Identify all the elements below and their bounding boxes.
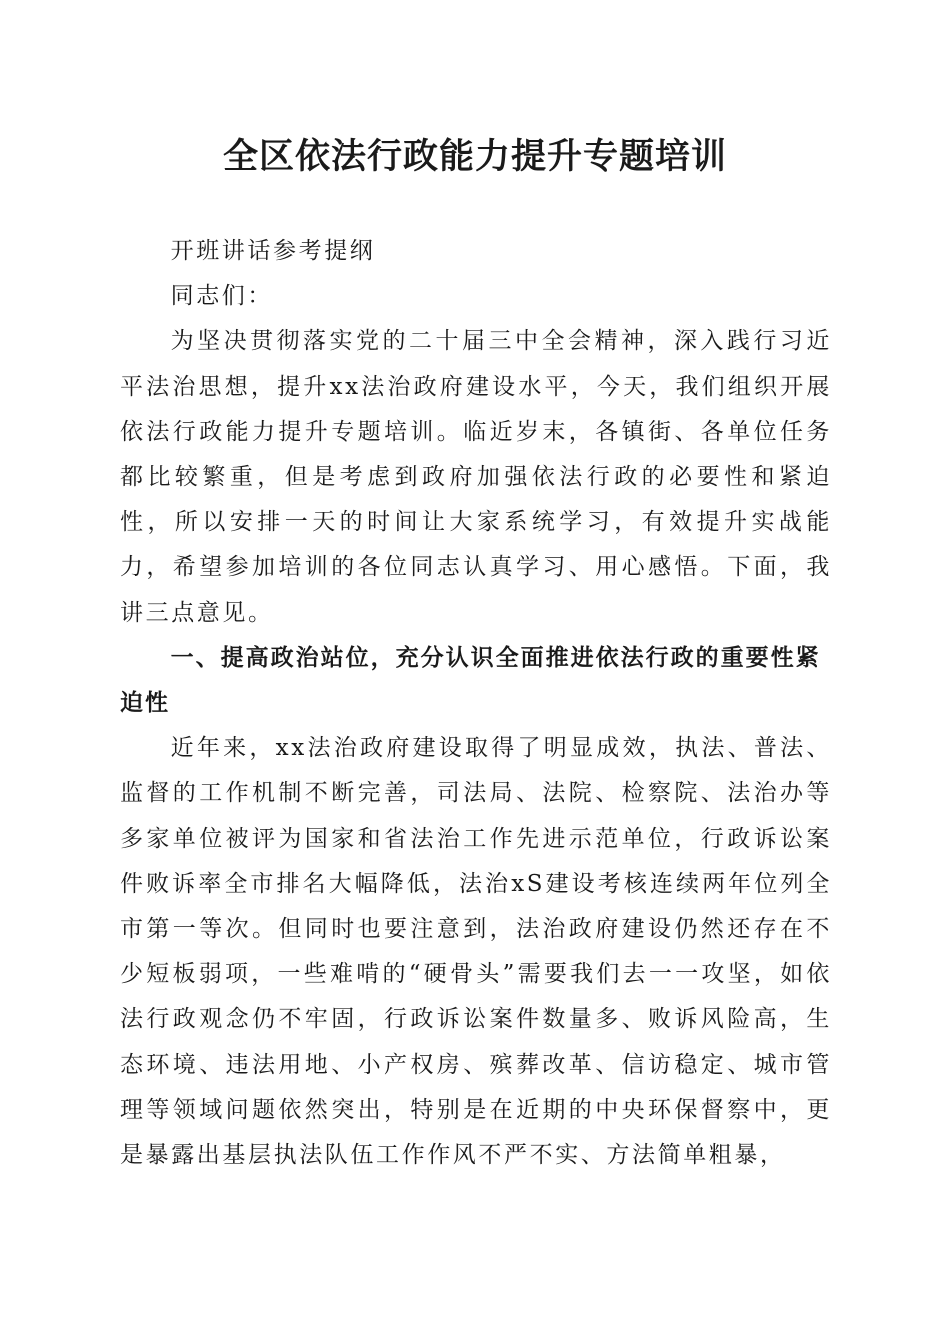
document-body <box>120 229 832 1178</box>
document-subtitle: 开班讲话参考提纲 <box>170 238 376 264</box>
salutation: 同志们： <box>170 283 273 310</box>
section-1-heading: 一、提高政治站位，充分认识全面推进依法行政的重要性紧迫性 <box>120 644 821 717</box>
section-1-paragraph: 近年来，xx法治政府建设取得了明显成效，执法、普法、监督的工作机制不断完善，司法局、法院、检察院、法治办等多家单位被评为国家和省法治工作先进示范单位，行政诉讼案件败诉率全市排名大幅降低，法治xS建设考核连续两年位列全市第一等次。但同时也要注意到，法治政府建设仍然还存在不少短板弱项，一些难啃的“硬骨头”需要我们去一一攻坚，如依法行政观念仍不牢固，行政诉讼案件数量多、败诉风险高，生态环境、违法用地、小产权房、殡葬改革、信访稳定、城市管理等领域问题依然突出，特别是在近期的中央环保督察中，更是暴露出基层执法队伍工作作风不严不实、方法简单粗暴， <box>120 735 832 1169</box>
document-title: 全区依法行政能力提升专题培训 <box>222 136 727 177</box>
intro-paragraph: 为坚决贯彻落实党的二十届三中全会精神，深入践行习近平法治思想，提升xx法治政府建设水平，今天，我们组织开展依法行政能力提升专题培训。临近岁末，各镇街、各单位任务都比较繁重，但是考虑到政府加强依法行政的必要性和紧迫性，所以安排一天的时间让大家系统学习，有效提升实战能力，希望参加培训的各位同志认真学习、用心感悟。下面，我讲三点意见。 <box>120 328 832 626</box>
